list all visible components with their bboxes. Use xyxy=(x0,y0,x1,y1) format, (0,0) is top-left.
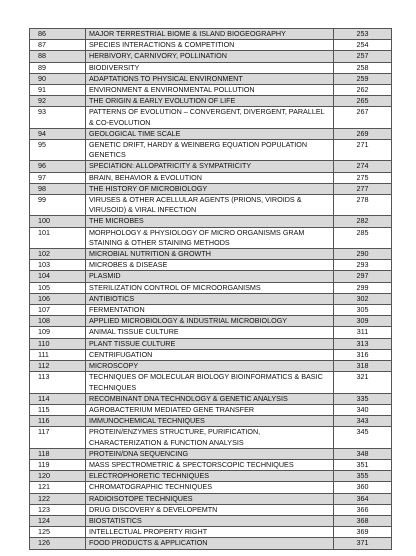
chapter-number: 100 xyxy=(30,216,86,227)
page-number: 299 xyxy=(334,282,392,293)
page-number: 302 xyxy=(334,293,392,304)
chapter-title: MICROBES & DISEASE xyxy=(86,260,334,271)
page-number: 258 xyxy=(334,62,392,73)
page-number: 259 xyxy=(334,73,392,84)
table-row xyxy=(30,416,392,427)
page-number: 269 xyxy=(334,128,392,139)
table-row xyxy=(30,260,392,271)
page-number: 318 xyxy=(334,361,392,372)
chapter-number: 103 xyxy=(30,260,86,271)
chapter-title: THE MICROBES xyxy=(86,216,334,227)
table-row xyxy=(30,40,392,51)
chapter-title: MASS SPECTROMETRIC & SPECTORSCOPIC TECHNIQUES xyxy=(86,459,334,470)
table-row xyxy=(30,183,392,194)
page-number: 262 xyxy=(334,85,392,96)
chapter-number: 106 xyxy=(30,293,86,304)
page-number: 351 xyxy=(334,459,392,470)
chapter-number: 114 xyxy=(30,393,86,404)
chapter-title: MICROSCOPY xyxy=(86,361,334,372)
table-row xyxy=(30,459,392,470)
chapter-title: FERMENTATION xyxy=(86,305,334,316)
chapter-title: APPLIED MICROBIOLOGY & INDUSTRIAL MICROBIOLOGY xyxy=(86,316,334,327)
chapter-title: GENETIC DRIFT, HARDY & WEINBERG EQUATION POPULATION GENETICS xyxy=(86,140,334,161)
table-row xyxy=(30,29,392,40)
chapter-title: HERBIVORY, CARNIVORY, POLLINATION xyxy=(86,51,334,62)
chapter-number: 119 xyxy=(30,459,86,470)
chapter-number: 124 xyxy=(30,515,86,526)
chapter-title: AGROBACTERIUM MEDIATED GENE TRANSFER xyxy=(86,404,334,415)
chapter-title: PATTERNS OF EVOLUTION – CONVERGENT, DIVERGENT, PARALLEL & CO-EVOLUTION xyxy=(86,107,334,128)
chapter-title: SPECIATION: ALLOPATRICITY & SYMPATRICITY xyxy=(86,161,334,172)
chapter-title: RECOMBINANT DNA TECHNOLOGY & GENETIC ANALYSIS xyxy=(86,393,334,404)
chapter-title: INTELLECTUAL PROPERTY RIGHT xyxy=(86,527,334,538)
chapter-title: MAJOR TERRESTRIAL BIOME & ISLAND BIOGEOGRAPHY xyxy=(86,29,334,40)
chapter-number: 87 xyxy=(30,40,86,51)
chapter-title: BIOSTATISTICS xyxy=(86,515,334,526)
chapter-title: DRUG DISCOVERY & DEVELOPEMTN xyxy=(86,504,334,515)
table-row xyxy=(30,527,392,538)
table-row xyxy=(30,372,392,393)
table-row xyxy=(30,249,392,260)
table-row xyxy=(30,327,392,338)
chapter-number: 97 xyxy=(30,172,86,183)
page-number: 290 xyxy=(334,249,392,260)
table-row xyxy=(30,107,392,128)
chapter-number: 110 xyxy=(30,338,86,349)
table-row xyxy=(30,361,392,372)
chapter-number: 115 xyxy=(30,404,86,415)
table-row xyxy=(30,471,392,482)
table-row xyxy=(30,338,392,349)
chapter-number: 123 xyxy=(30,504,86,515)
page-number: 267 xyxy=(334,107,392,128)
chapter-title: STERILIZATION CONTROL OF MICROORGANISMS xyxy=(86,282,334,293)
chapter-number: 89 xyxy=(30,62,86,73)
chapter-title: CHROMATOGRAPHIC TECHNIQUES xyxy=(86,482,334,493)
table-row xyxy=(30,349,392,360)
table-row xyxy=(30,51,392,62)
page-number: 309 xyxy=(334,316,392,327)
page-number: 371 xyxy=(334,538,392,549)
table-row xyxy=(30,161,392,172)
chapter-number: 107 xyxy=(30,305,86,316)
chapter-title: PLASMID xyxy=(86,271,334,282)
chapter-number: 126 xyxy=(30,538,86,549)
page-number: 278 xyxy=(334,195,392,216)
chapter-number: 111 xyxy=(30,349,86,360)
table-row xyxy=(30,128,392,139)
page-number: 297 xyxy=(334,271,392,282)
page-number: 368 xyxy=(334,515,392,526)
chapter-title: CENTRIFUGATION xyxy=(86,349,334,360)
chapter-title: ADAPTATIONS TO PHYSICAL ENVIRONMENT xyxy=(86,73,334,84)
chapter-title: THE ORIGIN & EARLY EVOLUTION OF LIFE xyxy=(86,96,334,107)
page-number: 285 xyxy=(334,227,392,248)
chapter-number: 93 xyxy=(30,107,86,128)
page-number: 293 xyxy=(334,260,392,271)
chapter-title: ANTIBIOTICS xyxy=(86,293,334,304)
page-number: 257 xyxy=(334,51,392,62)
table-row xyxy=(30,282,392,293)
page-number: 313 xyxy=(334,338,392,349)
table-row xyxy=(30,493,392,504)
page-number: 316 xyxy=(334,349,392,360)
chapter-title: THE HISTORY OF MICROBIOLOGY xyxy=(86,183,334,194)
table-row xyxy=(30,195,392,216)
chapter-title: MICROBIAL NUTRITION & GROWTH xyxy=(86,249,334,260)
contents-table xyxy=(29,28,392,550)
table-row xyxy=(30,271,392,282)
chapter-number: 101 xyxy=(30,227,86,248)
table-row xyxy=(30,515,392,526)
table-row xyxy=(30,316,392,327)
table-row xyxy=(30,504,392,515)
chapter-title: BRAIN, BEHAVIOR & EVOLUTION xyxy=(86,172,334,183)
table-row xyxy=(30,293,392,304)
table-row xyxy=(30,448,392,459)
page-number: 335 xyxy=(334,393,392,404)
table-row xyxy=(30,482,392,493)
page-number: 282 xyxy=(334,216,392,227)
page-number: 265 xyxy=(334,96,392,107)
table-row xyxy=(30,216,392,227)
chapter-number: 112 xyxy=(30,361,86,372)
page-number: 369 xyxy=(334,527,392,538)
page-number: 348 xyxy=(334,448,392,459)
table-row xyxy=(30,85,392,96)
page-number: 274 xyxy=(334,161,392,172)
page-number: 364 xyxy=(334,493,392,504)
chapter-number: 91 xyxy=(30,85,86,96)
chapter-title: VIRUSES & OTHER ACELLULAR AGENTS (PRIONS, VIROIDS & VIRUSOID) & VIRAL INFECTION xyxy=(86,195,334,216)
chapter-title: ELECTROPHORETIC TECHNIQUES xyxy=(86,471,334,482)
chapter-number: 125 xyxy=(30,527,86,538)
chapter-number: 102 xyxy=(30,249,86,260)
chapter-title: GEOLOGICAL TIME SCALE xyxy=(86,128,334,139)
chapter-number: 108 xyxy=(30,316,86,327)
chapter-number: 88 xyxy=(30,51,86,62)
chapter-number: 104 xyxy=(30,271,86,282)
chapter-number: 90 xyxy=(30,73,86,84)
chapter-number: 121 xyxy=(30,482,86,493)
page-number: 253 xyxy=(334,29,392,40)
chapter-number: 99 xyxy=(30,195,86,216)
table-row xyxy=(30,62,392,73)
chapter-number: 95 xyxy=(30,140,86,161)
page-number: 271 xyxy=(334,140,392,161)
table-of-contents xyxy=(29,28,391,550)
chapter-title: TECHNIQUES OF MOLECULAR BIOLOGY BIOINFORMATICS & BASIC TECHNIQUES xyxy=(86,372,334,393)
chapter-number: 92 xyxy=(30,96,86,107)
page-number: 343 xyxy=(334,416,392,427)
chapter-title: BIODIVERSITY xyxy=(86,62,334,73)
chapter-number: 117 xyxy=(30,427,86,448)
chapter-number: 118 xyxy=(30,448,86,459)
chapter-number: 105 xyxy=(30,282,86,293)
chapter-title: PROTEIN/ENZYMES STRUCTURE, PURIFICATION, CHARACTERIZATION & FUNCTION ANALYSIS xyxy=(86,427,334,448)
page-number: 321 xyxy=(334,372,392,393)
table-row xyxy=(30,96,392,107)
page-number: 277 xyxy=(334,183,392,194)
chapter-number: 94 xyxy=(30,128,86,139)
table-row xyxy=(30,227,392,248)
page-number: 345 xyxy=(334,427,392,448)
table-row xyxy=(30,404,392,415)
table-row xyxy=(30,538,392,549)
table-row xyxy=(30,305,392,316)
chapter-number: 96 xyxy=(30,161,86,172)
table-row xyxy=(30,73,392,84)
chapter-title: ENVIRONMENT & ENVIRONMENTAL POLLUTION xyxy=(86,85,334,96)
table-row xyxy=(30,427,392,448)
contents-table-body xyxy=(30,29,392,550)
chapter-number: 109 xyxy=(30,327,86,338)
chapter-title: RADIOISOTOPE TECHNIQUES xyxy=(86,493,334,504)
page-number: 366 xyxy=(334,504,392,515)
chapter-title: MORPHOLOGY & PHYSIOLOGY OF MICRO ORGANISMS GRAM STAINING & OTHER STAINING METHODS xyxy=(86,227,334,248)
chapter-title: IMMUNOCHEMICAL TECHNIQUES xyxy=(86,416,334,427)
chapter-title: ANIMAL TISSUE CULTURE xyxy=(86,327,334,338)
chapter-title: PROTEIN/DNA SEQUENCING xyxy=(86,448,334,459)
page-number: 340 xyxy=(334,404,392,415)
chapter-number: 98 xyxy=(30,183,86,194)
chapter-title: FOOD PRODUCTS & APPLICATION xyxy=(86,538,334,549)
page-number: 254 xyxy=(334,40,392,51)
chapter-title: PLANT TISSUE CULTURE xyxy=(86,338,334,349)
page-number: 305 xyxy=(334,305,392,316)
chapter-title: SPECIES INTERACTIONS & COMPETITION xyxy=(86,40,334,51)
page-number: 360 xyxy=(334,482,392,493)
chapter-number: 113 xyxy=(30,372,86,393)
page-number: 275 xyxy=(334,172,392,183)
chapter-number: 120 xyxy=(30,471,86,482)
table-row xyxy=(30,140,392,161)
chapter-number: 86 xyxy=(30,29,86,40)
page-number: 355 xyxy=(334,471,392,482)
page-number: 311 xyxy=(334,327,392,338)
chapter-number: 116 xyxy=(30,416,86,427)
table-row xyxy=(30,172,392,183)
table-row xyxy=(30,393,392,404)
chapter-number: 122 xyxy=(30,493,86,504)
